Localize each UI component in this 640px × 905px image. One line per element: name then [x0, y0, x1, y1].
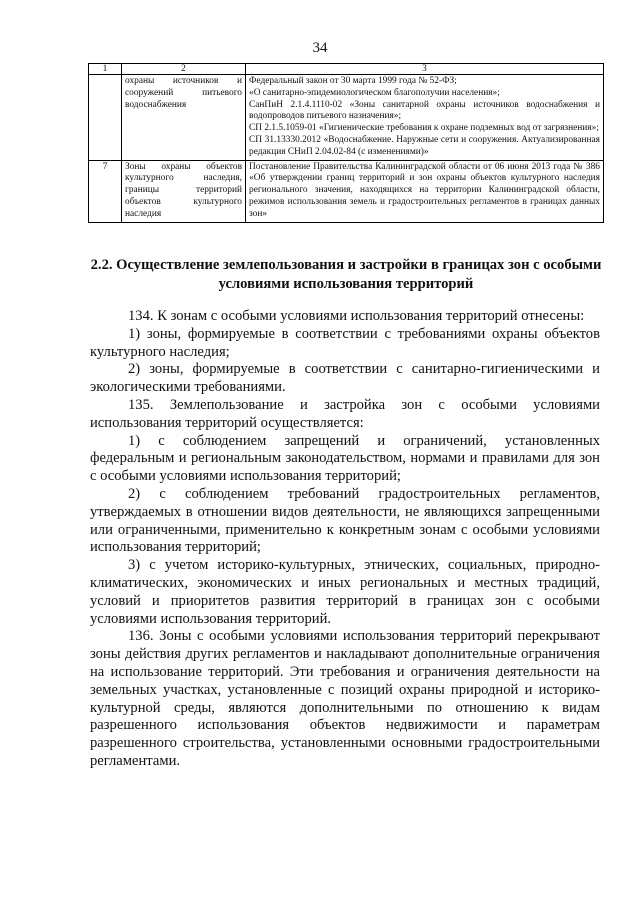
- document-line: Федеральный закон от 30 марта 1999 года № 52-ФЗ;: [249, 76, 457, 86]
- table-row: [89, 75, 604, 161]
- regulations-table: [88, 63, 604, 223]
- document-line: СанПиН 2.1.4.1110-02 «Зоны санитарной охраны источников водоснабжения и водопроводов питьевого назначения»;: [249, 99, 600, 122]
- table-header-cell: 1: [89, 64, 122, 75]
- zone-documents: [246, 75, 604, 161]
- paragraph: 2) с соблюдением требований градостроительных регламентов, утверждаемых в отношении видов деятельности, не являющихся запрещенными или ограниченными, применительно к конкретным зонам с особыми условиями использования территорий;: [90, 485, 600, 556]
- document-line: СП 2.1.5.1059-01 «Гигиенические требования к охране подземных вод от загрязнения»;: [249, 123, 599, 134]
- paragraph: 3) с учетом историко-культурных, этнических, социальных, природно-климатических, экономических и иных региональных и местных традиций, условий и приоритетов развития территорий в границах зон с особыми условиями использования территорий.: [90, 557, 600, 627]
- paragraph: 1) с соблюдением запрещений и ограничений, установленных федеральным и региональным законодательством, нормами и правилами для зон с особыми условиями использования территорий;: [90, 432, 600, 485]
- table-header-row: [89, 64, 604, 75]
- section-body: [90, 308, 600, 771]
- section-heading: 2.2. Осуществление землепользования и застройки в границах зон с особыми условиями использования территорий: [90, 257, 602, 292]
- paragraph: 135. Землепользование и застройка зон с особыми условиями использования территорий осуществляется:: [90, 396, 600, 431]
- paragraph: 136. Зоны с особыми условиями использования территорий перекрывают зоны действия других регламентов и накладывают дополнительные ограничения на использование территорий. Эти требования и ограничения деятельности на земельных участках, установленные с позиций охраны природной и историко-культурной среды, являются дополнительными по отношению к видам разрешенного использования объектов недвижимости и параметрам разрешенного строительства, установленными основными градостроительными регламентами.: [90, 628, 600, 769]
- paragraph: 134. К зонам с особыми условиями использования территорий отнесены:: [128, 308, 585, 324]
- document-line: Постановление Правительства Калининградской области от 06 июня 2013 года № 386 «Об утверждении границ территорий и зон охраны объектов культурного наследия регионального значения, находящихся на территории Калининградской области, режимов использования земель и градостроительных регламентов в границах данных зон»: [249, 161, 600, 219]
- paragraph: 1) зоны, формируемые в соответствии с требованиями охраны объектов культурного наследия;: [90, 325, 600, 360]
- zone-name: охраны источников и сооружений питьевого водоснабжения: [122, 75, 246, 161]
- zone-documents: [246, 160, 604, 222]
- row-number: [89, 75, 122, 161]
- document-line: СП 31.13330.2012 «Водоснабжение. Наружные сети и сооружения. Актуализированная редакция СНиП 2.04.02-84 (с изменениями)»: [249, 134, 600, 157]
- document-line: «О санитарно-эпидемиологическом благополучии населения»;: [249, 87, 500, 98]
- table-header-cell: 2: [122, 64, 246, 75]
- paragraph: 2) зоны, формируемые в соответствии с санитарно-гигиеническими и экологическими требованиями.: [90, 361, 600, 396]
- table-header-cell: 3: [246, 64, 604, 75]
- page-number: 34: [312, 40, 328, 56]
- zone-name: Зоны охраны объектов культурного наследия, границы территорий объектов культурного наследия: [122, 160, 246, 222]
- row-number: 7: [89, 160, 122, 222]
- table-row: [89, 160, 604, 222]
